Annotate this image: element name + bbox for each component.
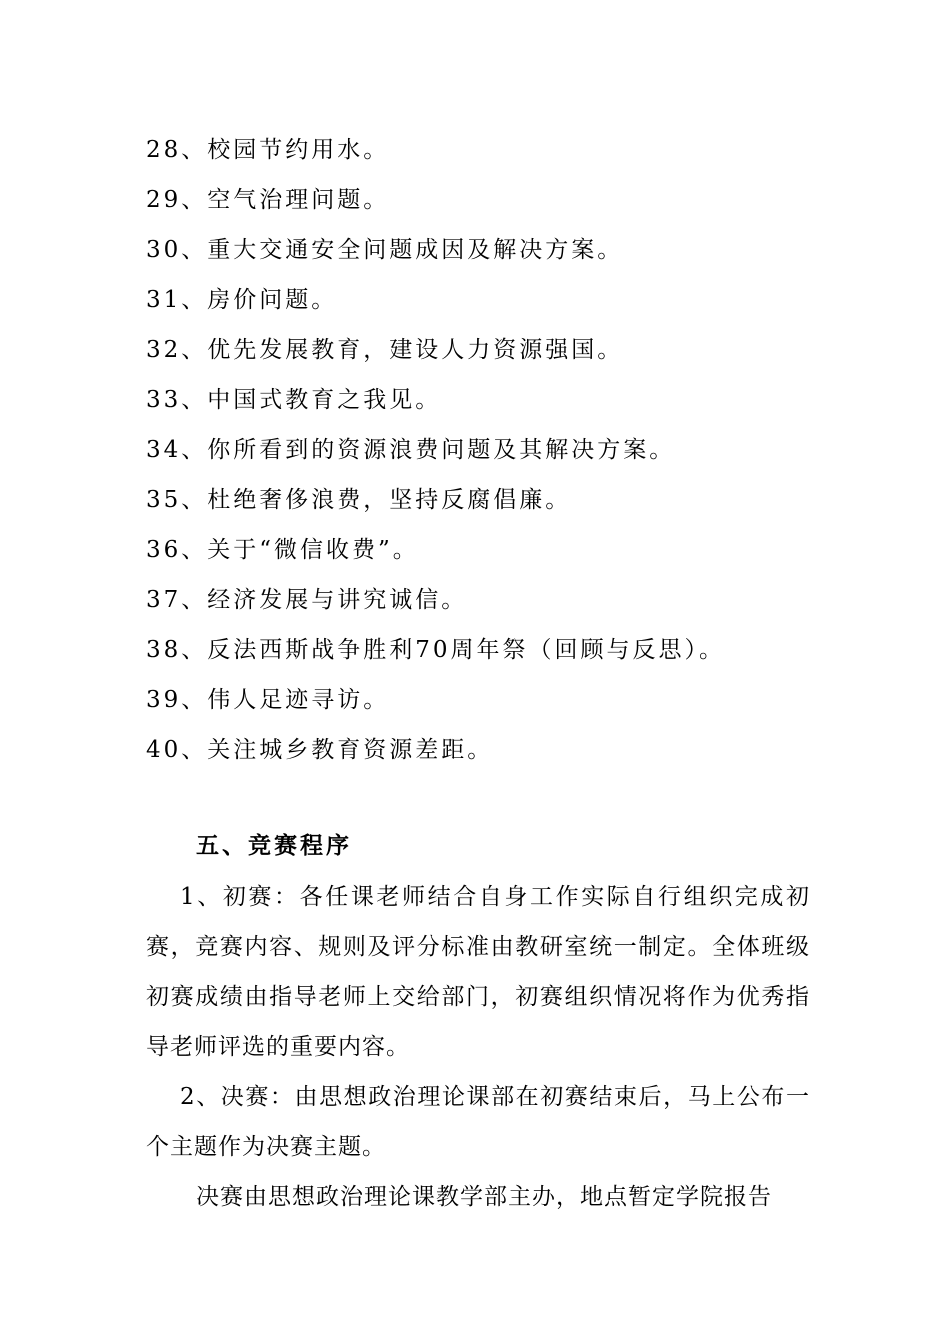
list-item: 37、经济发展与讲究诚信。 xyxy=(146,587,468,613)
topic-list xyxy=(146,130,826,780)
section-heading: 五、竞赛程序 xyxy=(196,832,352,859)
list-item: 33、中国式教育之我见。 xyxy=(146,387,442,413)
paragraph-preliminary: 1、初赛：各任课老师结合自身工作实际自行组织完成初赛，竞赛内容、规则及评分标准由教研室统一制定。全体班级初赛成绩由指导老师上交给部门，初赛组织情况将作为优秀指导老师评选的重要内容。 xyxy=(146,884,810,1060)
list-item: 38、反法西斯战争胜利70周年祭（回顾与反思）。 xyxy=(146,637,726,663)
list-item: 36、关于“微信收费”。 xyxy=(146,537,419,563)
list-item: 30、重大交通安全问题成因及解决方案。 xyxy=(146,237,624,263)
list-item: 40、关注城乡教育资源差距。 xyxy=(146,737,494,763)
list-item: 28、校园节约用水。 xyxy=(146,137,390,163)
list-item: 35、杜绝奢侈浪费，坚持反腐倡廉。 xyxy=(146,487,572,513)
list-item: 39、伟人足迹寻访。 xyxy=(146,687,390,713)
list-item: 29、空气治理问题。 xyxy=(146,187,390,213)
list-item: 32、优先发展教育，建设人力资源强国。 xyxy=(146,337,624,363)
list-item: 34、你所看到的资源浪费问题及其解决方案。 xyxy=(146,437,676,463)
paragraph-final: 2、决赛：由思想政治理论课部在初赛结束后，马上公布一个主题作为决赛主题。 xyxy=(146,1084,810,1160)
paragraph-final-venue: 决赛由思想政治理论课教学部主办，地点暂定学院报告 xyxy=(196,1184,772,1210)
list-item: 31、房价问题。 xyxy=(146,287,338,313)
